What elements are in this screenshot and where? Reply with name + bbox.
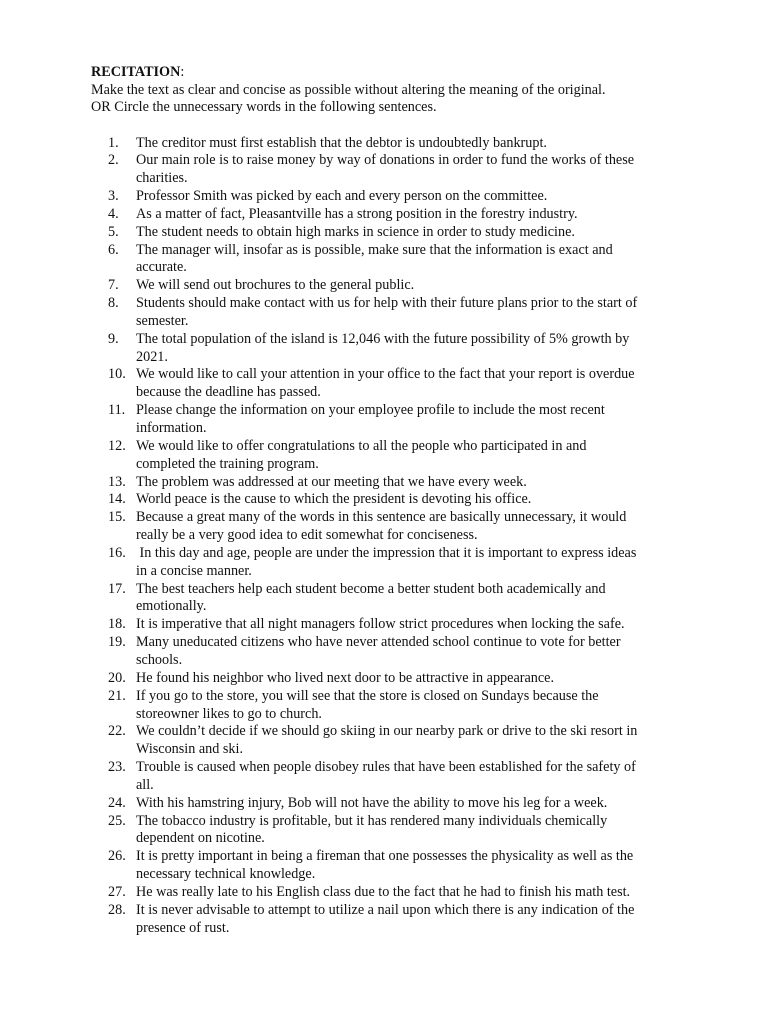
list-item — [0, 474, 768, 492]
item-number: 17. — [108, 580, 126, 597]
item-text — [136, 135, 676, 153]
list-item — [0, 688, 768, 724]
item-text-line: information. — [136, 420, 207, 436]
item-text-line: Many uneducated citizens who have never attended school continue to vote for better — [136, 634, 621, 651]
list-item — [0, 884, 768, 902]
item-text-line: because the deadline has passed. — [136, 384, 321, 401]
item-text-line: Wisconsin and ski. — [136, 741, 244, 758]
item-text-line: We will send out brochures to the general public. — [136, 277, 415, 294]
item-number: 16. — [108, 544, 126, 561]
item-text-line: We would like to call your attention in your office to the fact that your report is overdue — [136, 366, 635, 383]
list-item — [0, 902, 768, 938]
item-text-line: accurate. — [136, 259, 187, 276]
list-item — [0, 509, 768, 545]
item-text — [136, 813, 676, 849]
list-item — [0, 366, 768, 402]
item-text — [136, 670, 676, 688]
list-item — [0, 545, 768, 581]
item-text-line: Trouble is caused when people disobey rules that have been established for the safety of — [136, 759, 636, 776]
item-number: 22. — [108, 723, 126, 740]
title-line — [91, 64, 711, 82]
list-item — [0, 616, 768, 634]
item-text — [136, 188, 676, 206]
list-item — [0, 206, 768, 224]
item-text-line: As a matter of fact, Pleasantville has a strong position in the forestry industry. — [136, 205, 578, 222]
item-number: 18. — [108, 616, 126, 633]
item-text-line: emotionally. — [136, 598, 207, 615]
list-item — [0, 723, 768, 759]
item-text-line: Professor Smith was picked by each and every person on the committee. — [136, 188, 548, 205]
item-text-line: We couldn’t decide if we should go skiing in our nearby park or drive to the ski resort in — [136, 723, 638, 740]
item-text — [136, 723, 676, 759]
item-text — [136, 688, 676, 724]
list-item — [0, 813, 768, 849]
item-text-line: charities. — [136, 170, 188, 187]
item-text-line: He found his neighbor who lived next door to be attractive in appearance. — [136, 669, 554, 686]
item-text — [136, 277, 676, 295]
list-item — [0, 634, 768, 670]
item-text — [136, 581, 676, 617]
title-colon: : — [180, 64, 185, 80]
list-item — [0, 759, 768, 795]
item-text-line: The creditor must first establish that the debtor is undoubtedly bankrupt. — [136, 134, 547, 151]
item-number: 15. — [108, 509, 126, 526]
item-text — [136, 295, 676, 331]
item-text — [136, 366, 676, 402]
item-text-line: completed the training program. — [136, 455, 319, 472]
item-text — [136, 242, 676, 278]
list-item — [0, 795, 768, 813]
item-text-line: It is pretty important in being a fireman that one possesses the physicality as well as the — [136, 848, 634, 865]
list-item — [0, 295, 768, 331]
item-text — [136, 759, 676, 795]
item-number: 12. — [108, 437, 126, 454]
item-number: 3. — [108, 188, 119, 205]
item-number: 2. — [108, 152, 119, 169]
item-text — [136, 884, 676, 902]
item-text-line: Please change the information on your employee profile to include the most recent — [136, 402, 605, 419]
item-text-line: The manager will, insofar as is possible, make sure that the information is exact and — [136, 241, 613, 258]
item-number: 23. — [108, 759, 126, 776]
item-text-line: necessary technical knowledge. — [136, 866, 316, 883]
list-item — [0, 438, 768, 474]
list-item — [0, 581, 768, 617]
item-number: 28. — [108, 901, 126, 918]
item-number: 11. — [108, 402, 126, 419]
instruction-line-1: Make the text as clear and concise as possible without altering the meaning of the original. — [91, 81, 606, 98]
list-item — [0, 277, 768, 295]
item-number: 19. — [108, 634, 126, 651]
header — [91, 64, 711, 117]
list-item — [0, 331, 768, 367]
list-item — [0, 848, 768, 884]
item-text — [136, 152, 676, 188]
item-text-line: storeowner likes to go to church. — [136, 705, 322, 722]
item-text — [136, 795, 676, 813]
item-number: 24. — [108, 794, 126, 811]
item-number: 8. — [108, 295, 119, 312]
item-text-line: The student needs to obtain high marks in science in order to study medicine. — [136, 223, 575, 240]
item-text-line: semester. — [136, 312, 189, 329]
list-item — [0, 402, 768, 438]
item-text — [136, 438, 676, 474]
item-text-line: The total population of the island is 12,046 with the future possibility of 5% growth by — [136, 330, 630, 347]
item-text-line: Because a great many of the words in this sentence are basically unnecessary, it would — [136, 509, 627, 526]
page-title: RECITATION — [91, 64, 181, 80]
list-item — [0, 188, 768, 206]
sentence-list — [0, 135, 768, 938]
item-number: 5. — [108, 223, 119, 240]
item-text-line: presence of rust. — [136, 919, 230, 936]
item-text — [136, 474, 676, 492]
item-number: 20. — [108, 669, 126, 686]
item-text-line: With his hamstring injury, Bob will not have the ability to move his leg for a week. — [136, 794, 608, 811]
item-text — [136, 331, 676, 367]
item-text — [136, 616, 676, 634]
item-text-line: really be a very good idea to edit somewhat for conciseness. — [136, 527, 478, 544]
item-number: 13. — [108, 473, 126, 490]
item-number: 26. — [108, 848, 126, 865]
item-text — [136, 491, 676, 509]
item-number: 1. — [108, 134, 119, 151]
item-text — [136, 848, 676, 884]
list-item — [0, 242, 768, 278]
item-text — [136, 206, 676, 224]
item-text-line: 2021. — [136, 348, 168, 365]
item-text-line: schools. — [136, 651, 183, 668]
list-item — [0, 491, 768, 509]
item-text — [136, 509, 676, 545]
item-text-line: The best teachers help each student become a better student both academically and — [136, 580, 606, 597]
item-number: 25. — [108, 812, 126, 829]
item-text-line: Students should make contact with us for help with their future plans prior to the start of — [136, 295, 638, 312]
item-text-line: It is imperative that all night managers follow strict procedures when locking the safe. — [136, 616, 625, 633]
list-item — [0, 670, 768, 688]
item-text — [136, 545, 676, 581]
item-text-line: all. — [136, 776, 154, 793]
item-number: 27. — [108, 883, 126, 900]
item-number: 21. — [108, 687, 126, 704]
list-item — [0, 152, 768, 188]
item-number: 14. — [108, 491, 126, 508]
list-item — [0, 135, 768, 153]
item-number: 4. — [108, 205, 119, 222]
item-text-line: If you go to the store, you will see that the store is closed on Sundays because the — [136, 687, 599, 704]
item-text-line: In this day and age, people are under the impression that it is important to express ideas — [136, 544, 637, 561]
item-number: 9. — [108, 330, 119, 347]
item-text — [136, 402, 676, 438]
item-number: 7. — [108, 277, 119, 294]
item-number: 6. — [108, 241, 119, 258]
item-number: 10. — [108, 366, 126, 383]
item-text-line: He was really late to his English class due to the fact that he had to finish his math test. — [136, 883, 631, 900]
item-text-line: The tobacco industry is profitable, but it has rendered many individuals chemically — [136, 812, 608, 829]
item-text-line: World peace is the cause to which the president is devoting his office. — [136, 491, 532, 508]
instruction-line-2: OR Circle the unnecessary words in the following sentences. — [91, 99, 437, 116]
item-text — [136, 224, 676, 242]
item-text-line: in a concise manner. — [136, 562, 252, 579]
item-text — [136, 902, 676, 938]
list-item — [0, 224, 768, 242]
item-text — [136, 634, 676, 670]
item-text-line: Our main role is to raise money by way of donations in order to fund the works of these — [136, 152, 635, 169]
item-text-line: It is never advisable to attempt to utilize a nail upon which there is any indication of the — [136, 901, 635, 918]
item-text-line: We would like to offer congratulations to all the people who participated in and — [136, 437, 587, 454]
item-text-line: dependent on nicotine. — [136, 830, 265, 847]
item-text-line: The problem was addressed at our meeting that we have every week. — [136, 473, 527, 490]
